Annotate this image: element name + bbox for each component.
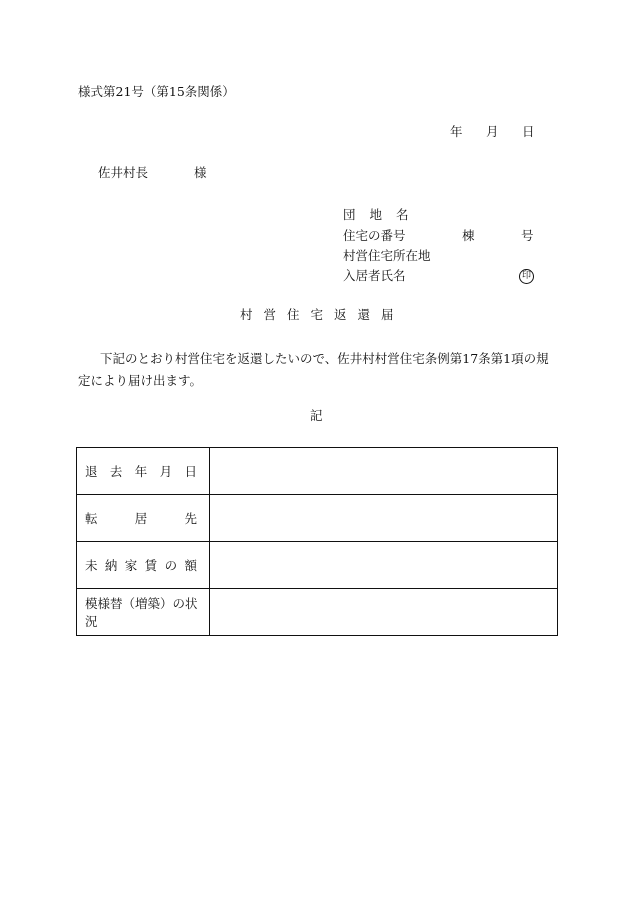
record-table xyxy=(76,447,558,636)
label-char: 家 xyxy=(124,558,138,573)
addressee-name: 佐井村長 xyxy=(98,165,149,180)
new-address-field[interactable] xyxy=(210,495,558,542)
date-year-label: 年 xyxy=(450,124,463,139)
label-char: 賃 xyxy=(144,558,158,573)
label-char: 去 xyxy=(109,464,123,479)
label-char: 居 xyxy=(134,511,148,526)
row-label xyxy=(77,589,210,636)
renovation-status-field[interactable] xyxy=(210,589,558,636)
label-char: 転 xyxy=(85,511,98,526)
label-char: 退 xyxy=(85,464,98,479)
date-month-label: 月 xyxy=(486,124,499,139)
table-row xyxy=(77,542,558,589)
addressee xyxy=(98,167,207,180)
danchi-label xyxy=(343,209,409,222)
table-row xyxy=(77,495,558,542)
row-label xyxy=(77,495,210,542)
room-unit: 号 xyxy=(521,228,534,243)
house-number-label: 住宅の番号 xyxy=(343,228,406,243)
address-label: 村営住宅所在地 xyxy=(343,248,431,263)
move-out-date-field[interactable] xyxy=(210,448,558,495)
label-text: 模様替（増築）の状況 xyxy=(85,596,198,629)
danchi-char: 地 xyxy=(369,207,383,222)
label-char: 納 xyxy=(104,558,118,573)
danchi-char: 名 xyxy=(396,207,409,222)
document-title: 村営住宅返還届 xyxy=(240,307,405,322)
seal-mark xyxy=(519,268,534,284)
danchi-char: 団 xyxy=(343,207,356,222)
building-unit: 棟 xyxy=(462,228,475,243)
unpaid-rent-field[interactable] xyxy=(210,542,558,589)
table-row xyxy=(77,589,558,636)
form-number: 様式第21号（第15条関係） xyxy=(78,84,235,99)
ki-heading: 記 xyxy=(310,408,323,423)
label-char: 先 xyxy=(184,511,197,526)
addressee-honorific: 様 xyxy=(194,165,207,180)
label-char: 月 xyxy=(159,464,173,479)
label-char: 未 xyxy=(85,558,98,573)
date-day-label: 日 xyxy=(522,124,535,139)
label-char: 額 xyxy=(184,558,197,573)
row-label xyxy=(77,542,210,589)
label-char: の xyxy=(164,558,178,573)
table-row xyxy=(77,448,558,495)
label-char: 日 xyxy=(184,464,197,479)
resident-label: 入居者氏名 xyxy=(343,268,406,283)
seal-char: 印 xyxy=(519,269,534,284)
body-text: 下記のとおり村営住宅を返還したいので、佐井村村営住宅条例第17条第1項の規定により届け出ます。 xyxy=(78,351,549,388)
row-label xyxy=(77,448,210,495)
label-char: 年 xyxy=(134,464,148,479)
